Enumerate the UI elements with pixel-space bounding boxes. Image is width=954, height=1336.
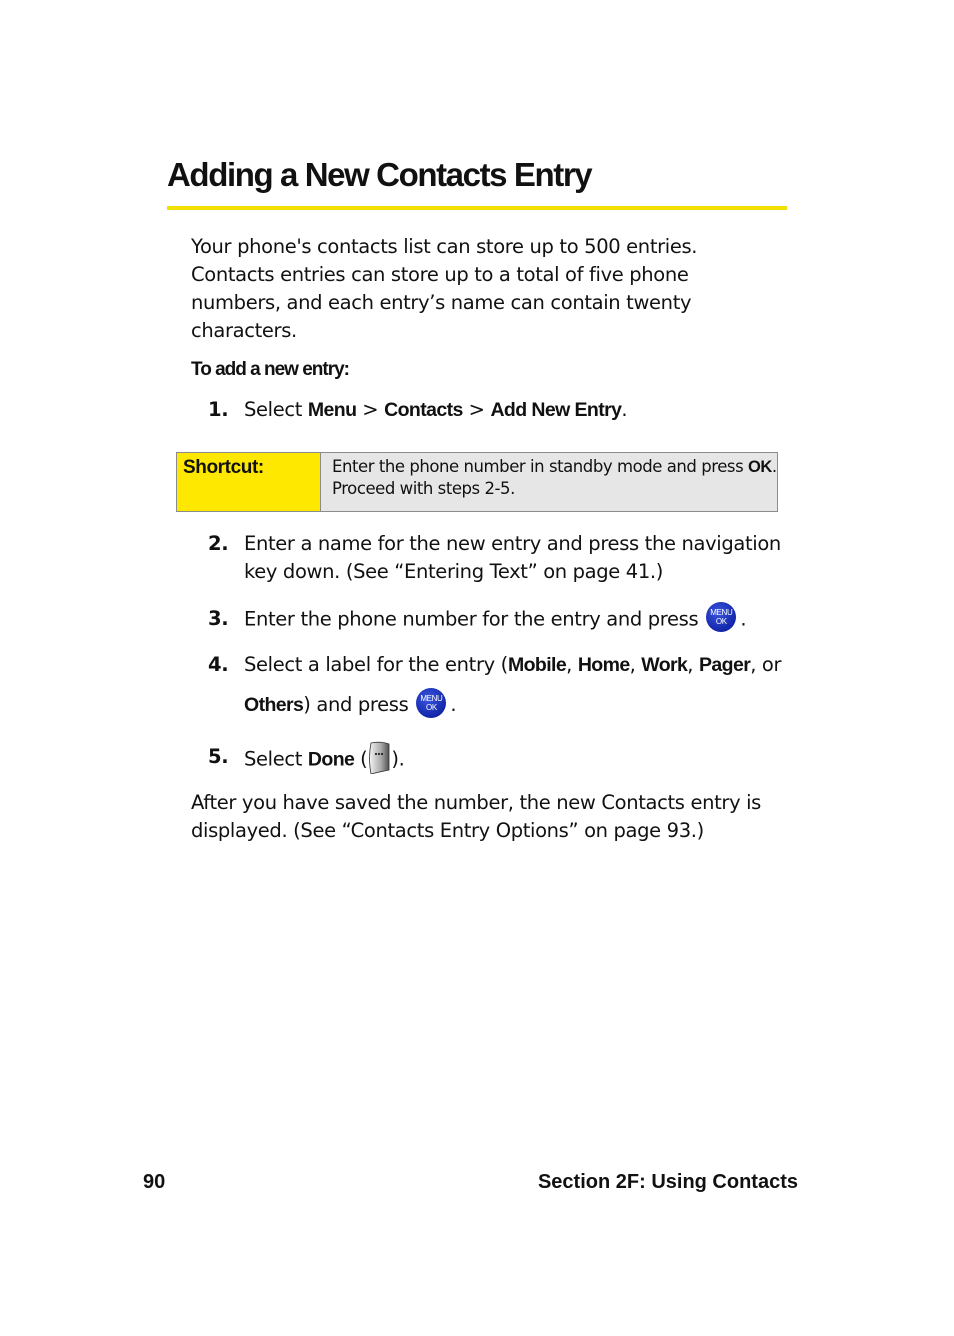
procedure-heading: To add a new entry: xyxy=(191,359,350,380)
step-number: 4. xyxy=(208,653,229,676)
ok-label: OK xyxy=(748,458,772,476)
step-text: Enter a name for the new entry and press the navigation key down. (See “Entering Text” on page 41.) xyxy=(244,532,781,583)
section-title: Section 2F: Using Contacts xyxy=(537,1171,798,1193)
closing-paragraph: After you have saved the number, the new Contacts entry is displayed. (See “Contacts Entry Options” on page 93.) xyxy=(191,791,761,842)
mobile-label: Mobile xyxy=(507,654,567,676)
work-label: Work xyxy=(641,654,688,676)
done-label: Done xyxy=(307,748,355,771)
title-underline xyxy=(167,206,787,210)
step-text: Select a label for the entry (Mobile, Home, Work, Pager, or Others) and press MENU OK . xyxy=(244,653,782,716)
others-label: Others xyxy=(244,694,304,716)
pager-label: Pager xyxy=(699,654,751,676)
step-3 xyxy=(208,605,783,635)
step-number: 5. xyxy=(208,745,229,768)
step-number: 1. xyxy=(208,398,229,421)
intro-paragraph: Your phone's contacts list can store up to 500 entries. Contacts entries can store up to a total of five phone numbers, and each entry’s name can contain twenty characters. xyxy=(191,235,698,342)
softkey-icon xyxy=(367,740,391,774)
step-5 xyxy=(208,743,783,777)
step-text: Select Menu > Contacts > Add New Entry. xyxy=(244,398,628,421)
shortcut-table xyxy=(176,452,778,512)
contacts-label: Contacts xyxy=(384,399,463,421)
menu-ok-key-icon: MENU OK xyxy=(706,602,736,632)
step-1 xyxy=(208,396,783,424)
step-number: 3. xyxy=(208,607,229,630)
menu-ok-key-icon: MENU OK xyxy=(416,688,446,718)
step-text: Enter the phone number for the entry and press MENU OK . xyxy=(244,605,783,635)
add-new-entry-label: Add New Entry xyxy=(490,399,622,421)
shortcut-label: Shortcut: xyxy=(177,453,321,511)
page-title: Adding a New Contacts Entry xyxy=(167,156,592,193)
step-4 xyxy=(208,650,783,725)
page-number: 90 xyxy=(143,1171,166,1193)
step-number: 2. xyxy=(208,532,229,555)
step-2 xyxy=(208,530,783,586)
menu-label: Menu xyxy=(307,399,357,421)
home-label: Home xyxy=(577,654,630,676)
step-text: Select Done ( ). xyxy=(244,743,783,777)
shortcut-text: Enter the phone number in standby mode and press OK. Proceed with steps 2-5. xyxy=(321,453,777,511)
